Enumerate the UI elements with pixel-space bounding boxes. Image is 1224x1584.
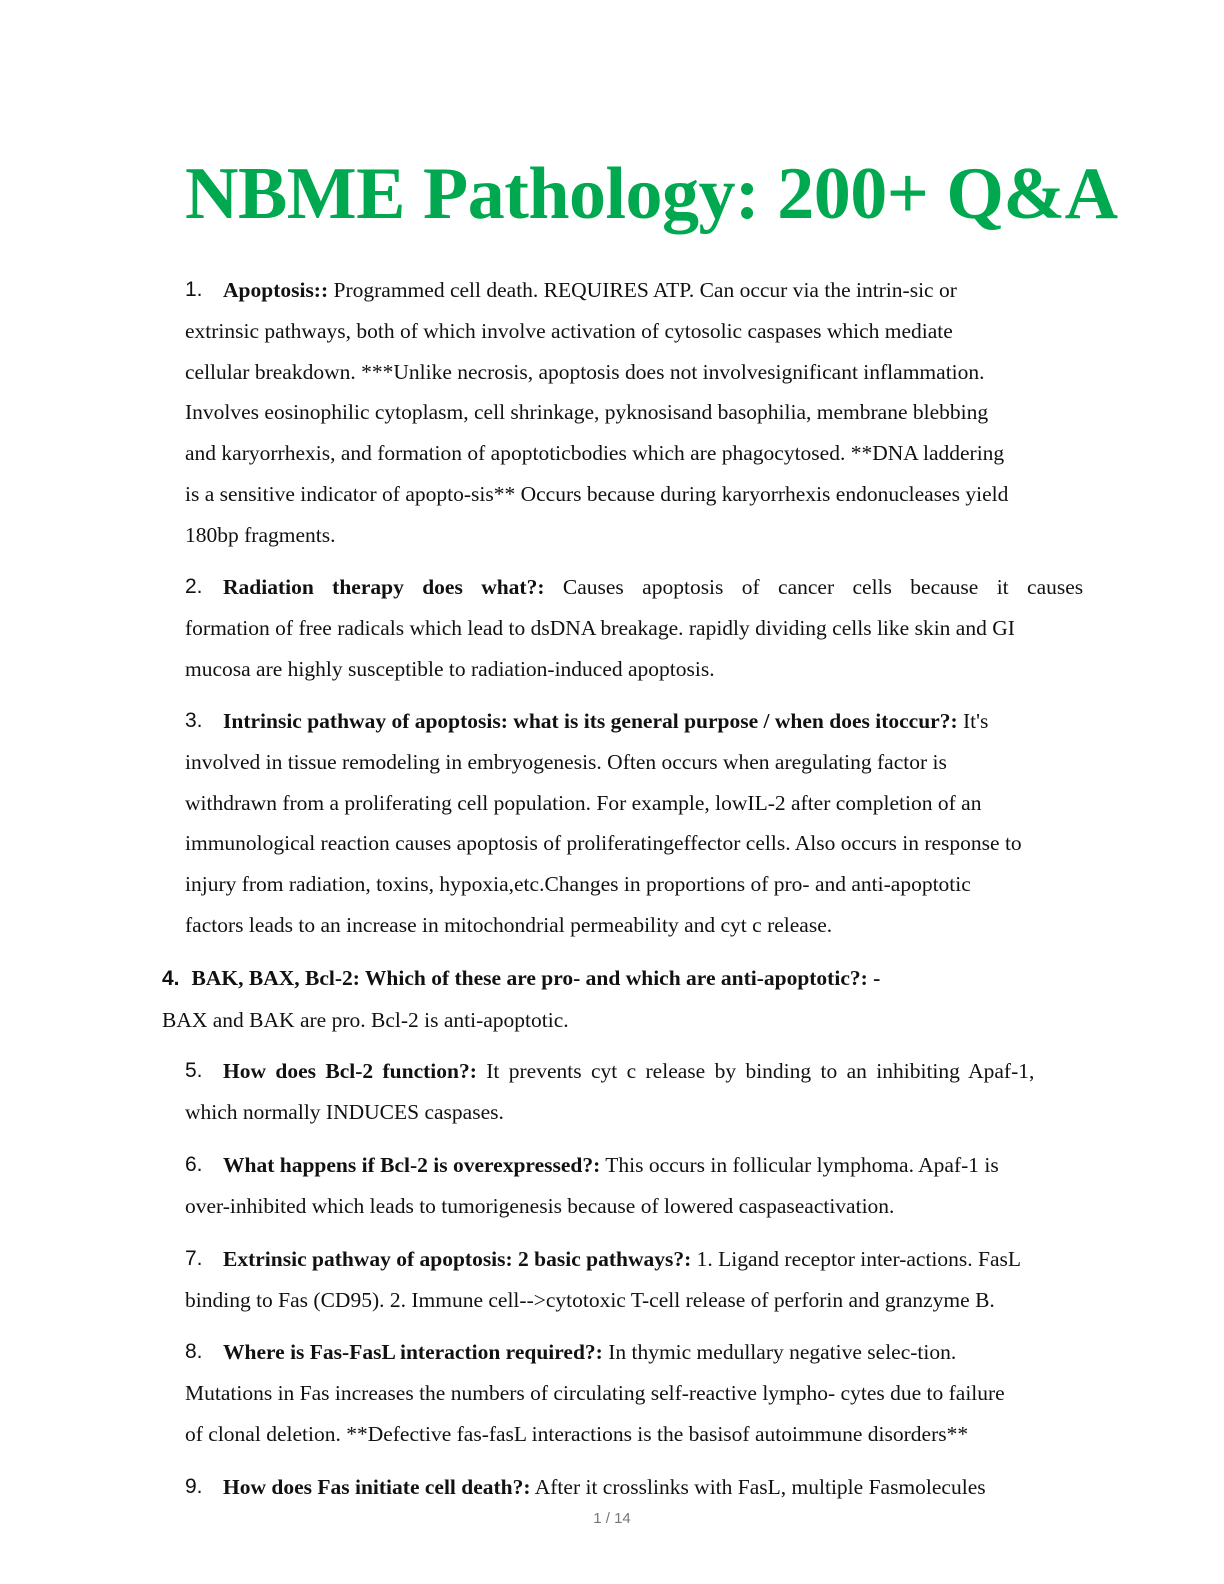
answer-line: cellular breakdown. ***Unlike necrosis, apoptosis does not involvesignificant inflammation. [185,359,985,384]
answer-line: It's [963,709,989,733]
answer-line: is a sensitive indicator of apopto-sis** Occurs because during karyorrhexis endonucleases yield [185,481,1009,506]
answer-line: 180bp fragments. [185,522,336,547]
item-number: 5. [185,1059,203,1082]
question-text: How does Fas initiate cell death?: [223,1475,531,1499]
answer-line: withdrawn from a proliferating cell population. For example, lowIL-2 after completion of an [185,790,982,815]
answer-line: extrinsic pathways, both of which involve activation of cytosolic caspases which mediate [185,318,953,343]
question-text: Apoptosis:: [223,278,329,302]
answer-line: This occurs in follicular lymphoma. Apaf-1 is [605,1153,999,1177]
qa-item-2 [185,567,1097,689]
item-number: 2. [185,575,203,598]
question-text: BAK, BAX, Bcl-2: Which of these are pro- and which are anti-apoptotic?: - [191,966,881,990]
item-number: 7. [185,1247,203,1270]
question-text: What happens if Bcl-2 is overexpressed?: [223,1153,601,1177]
qa-item-3 [185,701,1097,946]
answer-line: of clonal deletion. **Defective fas-fasL interactions is the basisof autoimmune disorders** [185,1421,969,1446]
answer-line: Programmed cell death. REQUIRES ATP. Can occur via the intrin-sic or [333,278,957,302]
answer-line: factors leads to an increase in mitochondrial permeability and cyt c release. [185,912,833,937]
question-text: How does Bcl-2 function?: [223,1059,477,1083]
answer-line: injury from radiation, toxins, hypoxia,etc.Changes in proportions of pro- and anti-apoptotic [185,872,971,897]
answer-line: which normally INDUCES caspases. [185,1099,504,1124]
item-number: 4. [162,967,180,990]
page-indicator: 1 / 14 [593,1510,631,1527]
item-number: 8. [185,1340,203,1363]
qa-item-8 [185,1332,1097,1454]
question-text: Intrinsic pathway of apoptosis: what is its general purpose / when does itoccur?: [223,709,958,733]
answer-line: After it crosslinks with FasL, multiple Fasmolecules [534,1475,986,1499]
answer-line: Causes apoptosis of cancer cells because it causes [562,575,1084,599]
answer-line: formation of free radicals which lead to dsDNA breakage. rapidly dividing cells like skin and GI [185,615,1015,640]
question-text: Extrinsic pathway of apoptosis: 2 basic pathways?: [223,1247,692,1271]
item-number: 3. [185,709,203,732]
answer-line: over-inhibited which leads to tumorigenesis because of lowered caspaseactivation. [185,1193,895,1218]
answer-line: BAX and BAK are pro. Bcl-2 is anti-apoptotic. [162,1007,569,1032]
item-number: 9. [185,1475,203,1498]
question-text: Radiation therapy does what?: [223,575,545,599]
qa-item-7 [185,1239,1097,1321]
question-text: Where is Fas-FasL interaction required?: [223,1340,603,1364]
qa-item-6 [185,1145,1097,1227]
item-number: 1. [185,278,203,301]
document-title: NBME Pathology: 200+ Q&A [185,153,1118,235]
qa-item-9 [185,1467,1097,1508]
answer-line: Involves eosinophilic cytoplasm, cell shrinkage, pyknosisand basophilia, membrane blebbing [185,400,989,425]
answer-line: 1. Ligand receptor inter-actions. FasL [696,1247,1022,1271]
answer-line: mucosa are highly susceptible to radiation-induced apoptosis. [185,656,715,681]
qa-item-5 [185,1051,1097,1133]
item-number: 6. [185,1153,203,1176]
answer-line: binding to Fas (CD95). 2. Immune cell-->cytotoxic T-cell release of perforin and granzyme B. [185,1287,995,1312]
answer-line: immunological reaction causes apoptosis of proliferatingeffector cells. Also occurs in response to [185,831,1022,856]
qa-item-4 [162,958,1102,1041]
answer-line: involved in tissue remodeling in embryogenesis. Often occurs when aregulating factor is [185,749,947,774]
qa-item-1 [185,270,1097,556]
answer-line: In thymic medullary negative selec-tion. [608,1340,957,1364]
answer-line: Mutations in Fas increases the numbers of circulating self-reactive lympho- cytes due to failure [185,1380,1005,1405]
answer-line: and karyorrhexis, and formation of apoptoticbodies which are phagocytosed. **DNA laddering [185,441,1005,466]
answer-line: It prevents cyt c release by binding to an inhibiting Apaf-1, [486,1059,1035,1083]
